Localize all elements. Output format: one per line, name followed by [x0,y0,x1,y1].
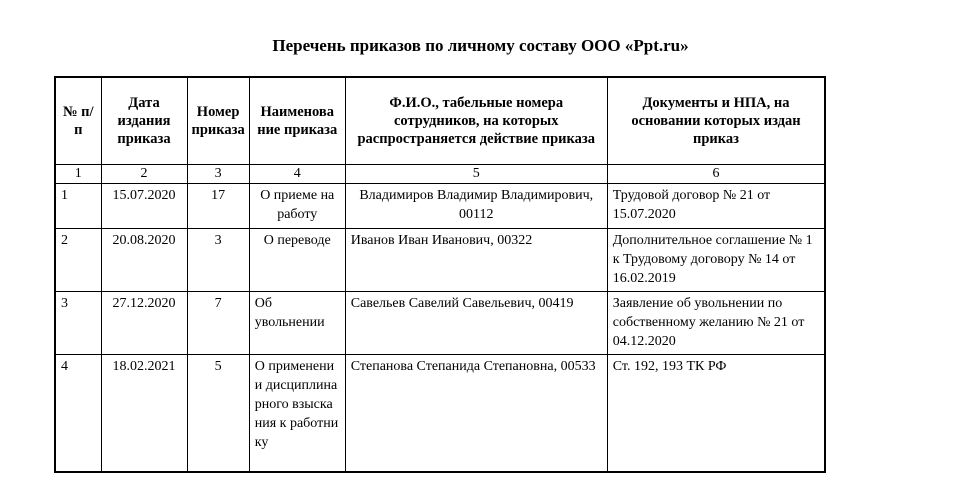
employee-info: Иванов Иван Иванович, 00322 [345,229,607,292]
basis-documents: Дополнительное соглашение № 1 к Трудовому договору № 14 от 16.02.2019 [607,229,825,292]
column-number: 3 [187,165,249,184]
order-number: 3 [187,229,249,292]
column-number: 4 [249,165,345,184]
table-row [55,184,825,229]
order-date: 27.12.2020 [101,292,187,355]
column-number-row [55,165,825,184]
employee-info: Владимиров Владимир Владимирович, 00112 [345,184,607,229]
header-documents: Документы и НПА, на основании которых издан приказ [607,77,825,165]
document-title: Перечень приказов по личному составу ООО «Ppt.ru» [272,36,689,55]
header-order-name: Наименова ние приказа [249,77,345,165]
table-row [55,355,825,473]
order-number: 7 [187,292,249,355]
order-name: Об увольнении [249,292,345,355]
row-index: 3 [55,292,101,355]
order-name: О применении дисциплинарного взыскания к работнику [249,355,345,473]
header-number: № п/п [55,77,101,165]
basis-documents: Ст. 192, 193 ТК РФ [607,355,825,473]
table-row [55,292,825,355]
column-number: 6 [607,165,825,184]
row-index: 1 [55,184,101,229]
header-row [55,77,825,165]
row-index: 4 [55,355,101,473]
column-number: 1 [55,165,101,184]
order-number: 5 [187,355,249,473]
order-date: 20.08.2020 [101,229,187,292]
header-employees: Ф.И.О., табельные номера сотрудников, на которых распространяется действие приказа [345,77,607,165]
basis-documents: Заявление об увольнении по собственному желанию № 21 от 04.12.2020 [607,292,825,355]
row-index: 2 [55,229,101,292]
column-number: 2 [101,165,187,184]
orders-table [54,76,826,473]
column-number: 5 [345,165,607,184]
employee-info: Степанова Степанида Степановна, 00533 [345,355,607,473]
order-date: 15.07.2020 [101,184,187,229]
basis-documents: Трудовой договор № 21 от 15.07.2020 [607,184,825,229]
order-number: 17 [187,184,249,229]
header-order-number: Номер приказа [187,77,249,165]
table-row [55,229,825,292]
order-name: О переводе [249,229,345,292]
order-name: О приеме на работу [249,184,345,229]
header-date: Дата издания приказа [101,77,187,165]
employee-info: Савельев Савелий Савельевич, 00419 [345,292,607,355]
order-date: 18.02.2021 [101,355,187,473]
